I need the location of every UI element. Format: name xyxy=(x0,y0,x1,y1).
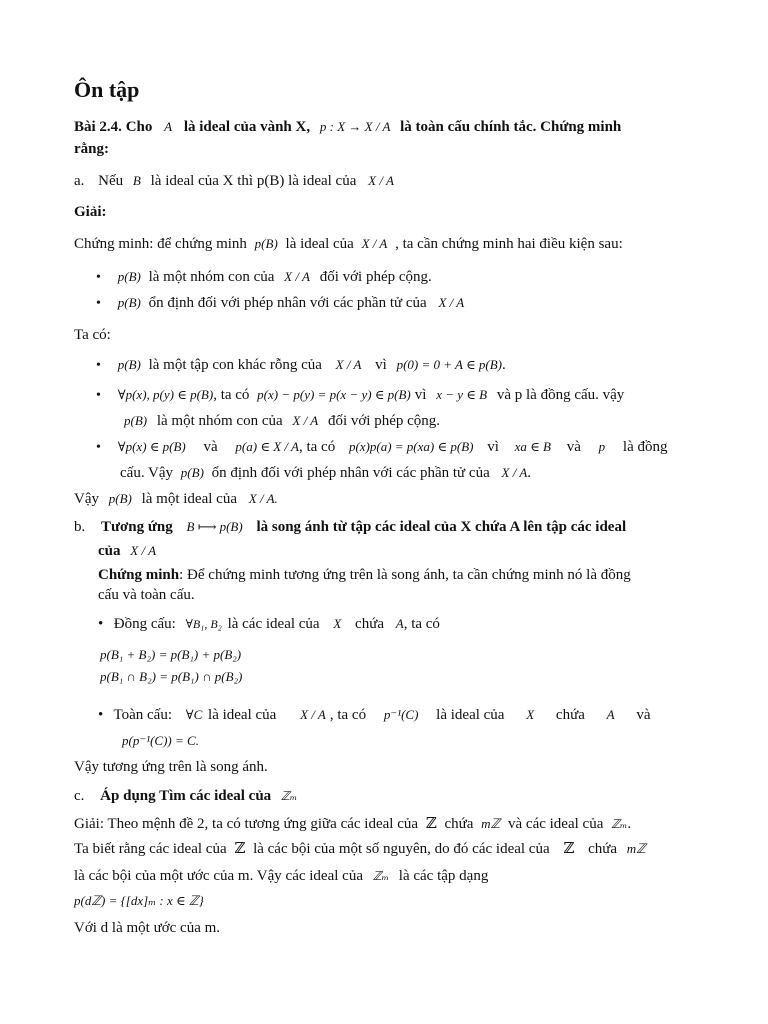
math-Z: ℤ xyxy=(563,841,575,857)
text: và xyxy=(636,707,651,723)
text: chứa xyxy=(444,816,474,832)
condition-2 xyxy=(96,294,464,313)
text: vì xyxy=(375,357,387,373)
proof-intro xyxy=(74,235,623,253)
text: chứa xyxy=(555,707,585,723)
text: ổn định đối với phép nhân với các phần tử của xyxy=(211,465,490,481)
math-Z: ℤ xyxy=(425,816,437,832)
text: đối với phép cộng. xyxy=(319,269,432,285)
math-map: p : X → X / A xyxy=(319,119,391,134)
part-b xyxy=(74,518,626,536)
text: là một tập con khác rỗng của xyxy=(148,357,322,373)
text: đối với phép cộng. xyxy=(327,413,441,429)
equation-intersection: p(B₁ ∩ B₂) = p(B₁) ∩ p(B₂) xyxy=(100,669,243,684)
math-p: p xyxy=(598,439,606,454)
text: và các ideal của xyxy=(508,816,604,832)
text: Ta biết rằng các ideal của xyxy=(74,841,227,857)
text: . xyxy=(527,465,532,481)
text: là các bội của một số nguyên, do đó các ideal của xyxy=(253,841,550,857)
math-Z: ℤ xyxy=(234,841,246,857)
text: là đồng xyxy=(622,439,668,455)
formula-ideals: p(dℤ) = {[dx]ₘ : x ∈ ℤ} xyxy=(74,893,204,908)
math-Zm: ℤₘ xyxy=(611,817,628,831)
math-XA: X / A xyxy=(501,465,528,480)
text: Chứng minh xyxy=(98,567,180,583)
math-map: B ⟼ p(B) xyxy=(186,519,243,534)
part-b-label: b. xyxy=(74,519,86,535)
fact-2 xyxy=(96,386,624,405)
math-eq: p(x) − p(y) = p(x − y) ∈ p(B) xyxy=(257,387,411,402)
text: vì xyxy=(414,387,427,403)
condition-1 xyxy=(96,268,432,287)
text: , ta cần chứng minh hai điều kiện sau: xyxy=(395,236,623,252)
math-pB: p(B) xyxy=(117,295,141,310)
math-XA: X / A xyxy=(438,295,465,310)
math-quantifier: ∀C xyxy=(185,707,203,722)
math-XA: X / A xyxy=(130,543,157,558)
math-quantifier: ∀B₁, B₂ xyxy=(185,617,222,631)
text: là song ánh từ tập các ideal của X chứa A lên tập các ideal xyxy=(256,519,627,535)
text: và xyxy=(566,439,581,455)
toancau xyxy=(98,706,651,724)
bullet-icon: • xyxy=(98,616,104,632)
math-X: X xyxy=(333,616,342,631)
math-A: A xyxy=(606,707,615,722)
text: , ta có xyxy=(213,387,250,403)
math-eq2: xa ∈ B xyxy=(514,439,551,454)
part-a-label: a. xyxy=(74,173,85,189)
text: ổn định đối với phép nhân với các phần tử của xyxy=(148,295,427,311)
text: là một nhóm con của xyxy=(148,269,275,285)
math-pB: p(B) xyxy=(124,413,148,428)
math-pB: p(B) xyxy=(180,465,204,480)
text: Vậy xyxy=(74,491,99,507)
math-pB: p(B) xyxy=(254,236,278,251)
text: Chứng minh: để chứng minh xyxy=(74,236,247,252)
giai-c-line-3 xyxy=(74,867,488,885)
math-XA: X / A. xyxy=(248,491,278,506)
problem-statement xyxy=(74,118,621,136)
math-mZ: mℤ xyxy=(481,816,501,831)
text: Giải: Theo mệnh đề 2, ta có tương ứng giữa các ideal của xyxy=(74,816,419,832)
equation-preimage: p(p⁻¹(C)) = C. xyxy=(122,733,199,748)
conclusion-b: Vậy tương ứng trên là song ánh. xyxy=(74,759,268,775)
text: là các ideal của xyxy=(227,616,320,632)
text: cấu. Vậy xyxy=(120,465,174,481)
math-XA: X / A xyxy=(300,707,326,722)
math-mZ: mℤ xyxy=(626,841,646,856)
text: , ta có xyxy=(329,707,367,723)
math-quantifier: ∀p(x) ∈ p(B) xyxy=(117,439,186,454)
part-a xyxy=(74,172,394,190)
math-X: X xyxy=(526,707,535,722)
proof-b xyxy=(98,566,631,584)
math-XA: X / A xyxy=(292,413,319,428)
text: , ta có xyxy=(403,616,440,632)
text: là ideal của xyxy=(285,236,354,252)
ta-co: Ta có: xyxy=(74,327,111,343)
text: Áp dụng Tìm các ideal của xyxy=(100,788,272,804)
fact-2-cont xyxy=(124,412,440,430)
text: là ideal của X thì p(B) là ideal của xyxy=(150,173,357,189)
text: và p là đồng cấu. vậy xyxy=(496,387,625,403)
math-pB: p(B) xyxy=(117,269,141,284)
bullet-icon: • xyxy=(96,440,101,455)
text: là các tập dạng xyxy=(398,868,489,884)
bullet-icon: • xyxy=(96,270,101,285)
math-Zm: ℤₘ xyxy=(280,789,298,803)
bullet-icon: • xyxy=(96,296,101,311)
text: là một nhóm con của xyxy=(156,413,283,429)
text: . xyxy=(627,816,632,832)
fact-1 xyxy=(96,356,506,375)
text: là ideal của xyxy=(436,707,505,723)
problem-number: Bài 2.4. xyxy=(74,119,122,135)
text: là ideal của vành X, xyxy=(183,119,311,135)
math-A: A xyxy=(395,616,404,631)
text: là ideal của xyxy=(208,707,277,723)
math-quantifier: ∀p(x), p(y) ∈ p(B) xyxy=(117,387,214,402)
page-title: Ôn tập xyxy=(74,77,140,102)
fact-3-cont xyxy=(120,464,531,482)
math-eq: p(0) = 0 + A ∈ p(B) xyxy=(396,357,502,372)
math-XA: X / A xyxy=(284,269,310,284)
text: vì xyxy=(487,439,499,455)
giai-c-line-2 xyxy=(74,840,646,858)
fact-3 xyxy=(96,438,667,457)
math-pB: p(B) xyxy=(117,357,141,372)
text: , ta có xyxy=(298,439,336,455)
bullet-icon: • xyxy=(98,707,104,723)
math-XA: X / A xyxy=(368,173,394,188)
math-pa: p(a) ∈ X / A xyxy=(235,439,299,454)
math-eq: p(x)p(a) = p(xa) ∈ p(B) xyxy=(348,439,474,454)
text: là một ideal của xyxy=(141,491,237,507)
text: Toàn cấu: xyxy=(113,707,172,723)
text: Đồng cấu: xyxy=(113,616,176,632)
math-B: B xyxy=(132,173,141,188)
dongcau xyxy=(98,615,440,633)
math-XA: X / A xyxy=(335,357,362,372)
text: : Để chứng minh tương ứng trên là song ánh, ta cần chứng minh nó là đồng xyxy=(179,567,631,583)
proof-b-cont: cấu và toàn cấu. xyxy=(98,587,195,603)
solution-label-a: Giải: xyxy=(74,204,107,220)
text: và xyxy=(203,439,218,455)
text: . xyxy=(501,357,506,373)
math-pB: p(B) xyxy=(108,491,132,506)
part-b-cont xyxy=(98,542,156,560)
text: Cho xyxy=(125,119,153,135)
giai-c-line-4: Với d là một ước của m. xyxy=(74,920,221,936)
bullet-icon: • xyxy=(96,388,101,403)
equation-sum: p(B₁ + B₂) = p(B₁) + p(B₂) xyxy=(100,647,242,662)
text: là toàn cấu chính tắc. Chứng minh xyxy=(400,119,622,135)
text: là các bội của một ước của m. Vậy các ideal của xyxy=(74,868,363,884)
giai-c-line-1 xyxy=(74,815,631,833)
problem-statement-cont: rằng: xyxy=(74,141,109,157)
math-XA: X / A xyxy=(361,236,388,251)
part-c-label: c. xyxy=(74,788,85,804)
conclusion-a xyxy=(74,490,278,508)
text: của xyxy=(98,543,121,559)
text: Nếu xyxy=(98,173,124,189)
text: chứa xyxy=(588,841,618,857)
math-Zm: ℤₘ xyxy=(372,869,390,883)
text: chứa xyxy=(355,616,384,632)
math-pinv: p⁻¹(C) xyxy=(383,707,419,722)
text: Tương ứng xyxy=(101,519,173,535)
math-eq2: x − y ∈ B xyxy=(436,387,488,402)
bullet-icon: • xyxy=(96,358,101,373)
part-c xyxy=(74,787,297,805)
math-A: A xyxy=(164,119,173,134)
